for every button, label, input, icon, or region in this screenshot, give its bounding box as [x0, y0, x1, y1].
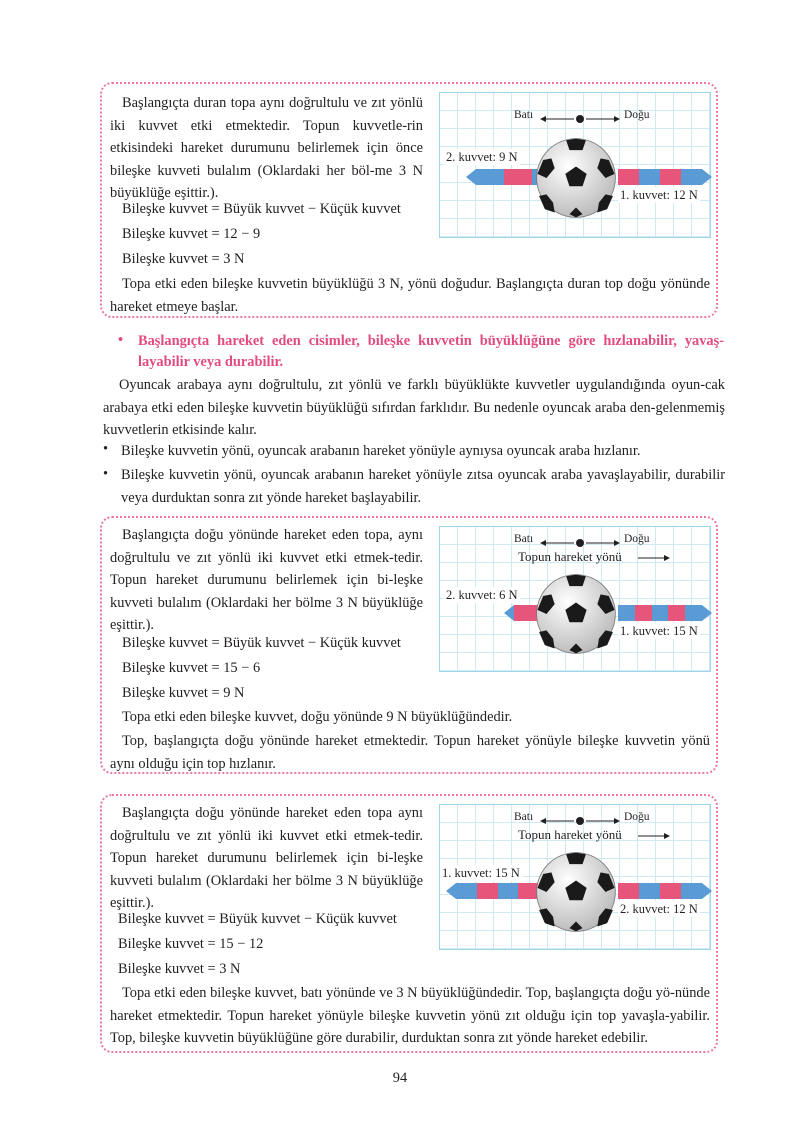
bullet-marker-1: • — [103, 441, 109, 457]
right-force-label: 1. kuvvet: 12 N — [620, 188, 698, 202]
example-3-conclusion: Topa etki eden bileşke kuvvet, batı yönünde ve 3 N büyüklüğündedir. Top, başlangıçta doğu yö-nünde hareket etmektedir. Topun hareket yönüyle bileşke kuvvetin yönü zıt olduğu için top yavaşla-yabilir. Top, bileşke kuvvetin büyüklüğüne göre durabilir, durduktan sonra zıt yönde hareket edebilir. — [110, 985, 711, 1046]
compass-arrows-icon — [540, 815, 620, 827]
east-label: Doğu — [624, 109, 650, 121]
force-diagram-3 — [439, 804, 711, 950]
example-2-equation-1: Bileşke kuvvet = Büyük kuvvet − Küçük kuvvet — [122, 635, 401, 651]
example-1-conclusion: Topa etki eden bileşke kuvvetin büyüklüğü 3 N, yönü doğudur. Başlangıçta duran top doğu yönünde hareket etmeye başlar. — [110, 276, 710, 315]
heading-bullet: • — [118, 332, 124, 348]
motion-direction-label: Topun hareket yönü — [518, 827, 622, 842]
east-label: Doğu — [624, 811, 650, 823]
soccer-ball-icon — [535, 137, 617, 219]
example-box-2 — [100, 516, 718, 774]
example-2-intro: Başlangıçta doğu yönünde hareket eden topa, aynı doğrultulu ve zıt yönlü iki kuvvet etki etmek-tedir. Topun hareket durumunu belirlemek için bi-leşke kuvveti bulalım (Oklardaki her bölme 3 N büyüklüğe eşittir.). — [110, 527, 423, 633]
motion-arrow-icon — [638, 554, 670, 562]
example-3-intro: Başlangıçta doğu yönünde hareket eden topa aynı doğrultulu ve zıt yönlü iki kuvvet etki etmek-tedir. Topun hareket durumunu belirlemek için bi-leşke kuvveti bulalım (Oklardaki her bölme 3 N büyüklüğe eşittir.). — [110, 805, 423, 911]
section-heading: Başlangıçta hareket eden cisimler, bileşke kuvvetin büyüklüğüne göre hızlanabilir, yavaş-layabilir veya durabilir. — [138, 333, 724, 370]
section-paragraph: Oyuncak arabaya aynı doğrultulu, zıt yönlü ve farklı büyüklükte kuvvetler uygulandığında oyun-cak arabaya etki eden bileşke kuvvetin büyüklüğü sıfırdan farklıdır. Bu nedenle oyuncak araba den-gelenmemiş kuvvetlerin etkisinde kalır. — [103, 377, 725, 438]
left-force-label: 2. kuvvet: 6 N — [446, 588, 518, 602]
section-bullet-1: Bileşke kuvvetin yönü, oyuncak arabanın hareket yönüyle aynıysa oyuncak araba hızlanır. — [121, 443, 641, 459]
force-diagram-2 — [439, 526, 711, 672]
example-2-conclusion-1: Topa etki eden bileşke kuvvet, doğu yönünde 9 N büyüklüğündedir. — [122, 709, 513, 725]
soccer-ball-icon — [535, 573, 617, 655]
left-force-label: 1. kuvvet: 15 N — [442, 866, 520, 880]
example-3-equation-2: Bileşke kuvvet = 15 − 12 — [118, 936, 264, 952]
section-bullet-2: Bileşke kuvvetin yönü, oyuncak arabanın hareket yönüyle zıtsa oyuncak araba yavaşlayabilir, durabilir veya durduktan sonra zıt yönde hareket başlayabilir. — [121, 467, 725, 506]
page-number: 94 — [392, 1070, 408, 1086]
right-force-label: 2. kuvvet: 12 N — [620, 902, 698, 916]
example-3-equation-1: Bileşke kuvvet = Büyük kuvvet − Küçük kuvvet — [118, 911, 397, 927]
force-arrow-1 — [618, 605, 712, 621]
motion-direction-label: Topun hareket yönü — [518, 549, 622, 564]
force-arrow-1 — [618, 169, 712, 185]
east-label: Doğu — [624, 533, 650, 545]
right-force-label: 1. kuvvet: 15 N — [620, 624, 698, 638]
force-arrow-2 — [618, 883, 712, 899]
compass-arrows-icon — [540, 113, 620, 125]
example-box-3 — [100, 794, 718, 1053]
left-force-label: 2. kuvvet: 9 N — [446, 150, 518, 164]
motion-arrow-icon — [638, 832, 670, 840]
example-1-equation-2: Bileşke kuvvet = 12 − 9 — [122, 226, 261, 242]
bullet-marker-2: • — [103, 466, 109, 482]
example-1-intro: Başlangıçta duran topa aynı doğrultulu ve zıt yönlü iki kuvvet etki etmektedir. Topun kuvvetle-rin etkisindeki hareket durumunu belirlemek için önce bileşke kuvveti bulalım (Oklardaki her böl-me 3 N büyüklüğe eşittir.). — [110, 95, 423, 201]
force-diagram-1 — [439, 92, 711, 238]
west-label: Batı — [514, 811, 534, 823]
example-box-1 — [100, 82, 718, 318]
example-1-equation-1: Bileşke kuvvet = Büyük kuvvet − Küçük kuvvet — [122, 201, 401, 217]
west-label: Batı — [514, 109, 534, 121]
compass-arrows-icon — [540, 537, 620, 549]
example-1-equation-3: Bileşke kuvvet = 3 N — [122, 251, 245, 267]
soccer-ball-icon — [535, 851, 617, 933]
west-label: Batı — [514, 533, 534, 545]
example-3-equation-3: Bileşke kuvvet = 3 N — [118, 961, 241, 977]
example-2-conclusion-2: Top, başlangıçta doğu yönünde hareket etmektedir. Topun hareket yönüyle bileşke kuvvetin yönü aynı olduğu için top hızlanır. — [110, 733, 710, 772]
example-2-equation-3: Bileşke kuvvet = 9 N — [122, 685, 245, 701]
example-2-equation-2: Bileşke kuvvet = 15 − 6 — [122, 660, 261, 676]
